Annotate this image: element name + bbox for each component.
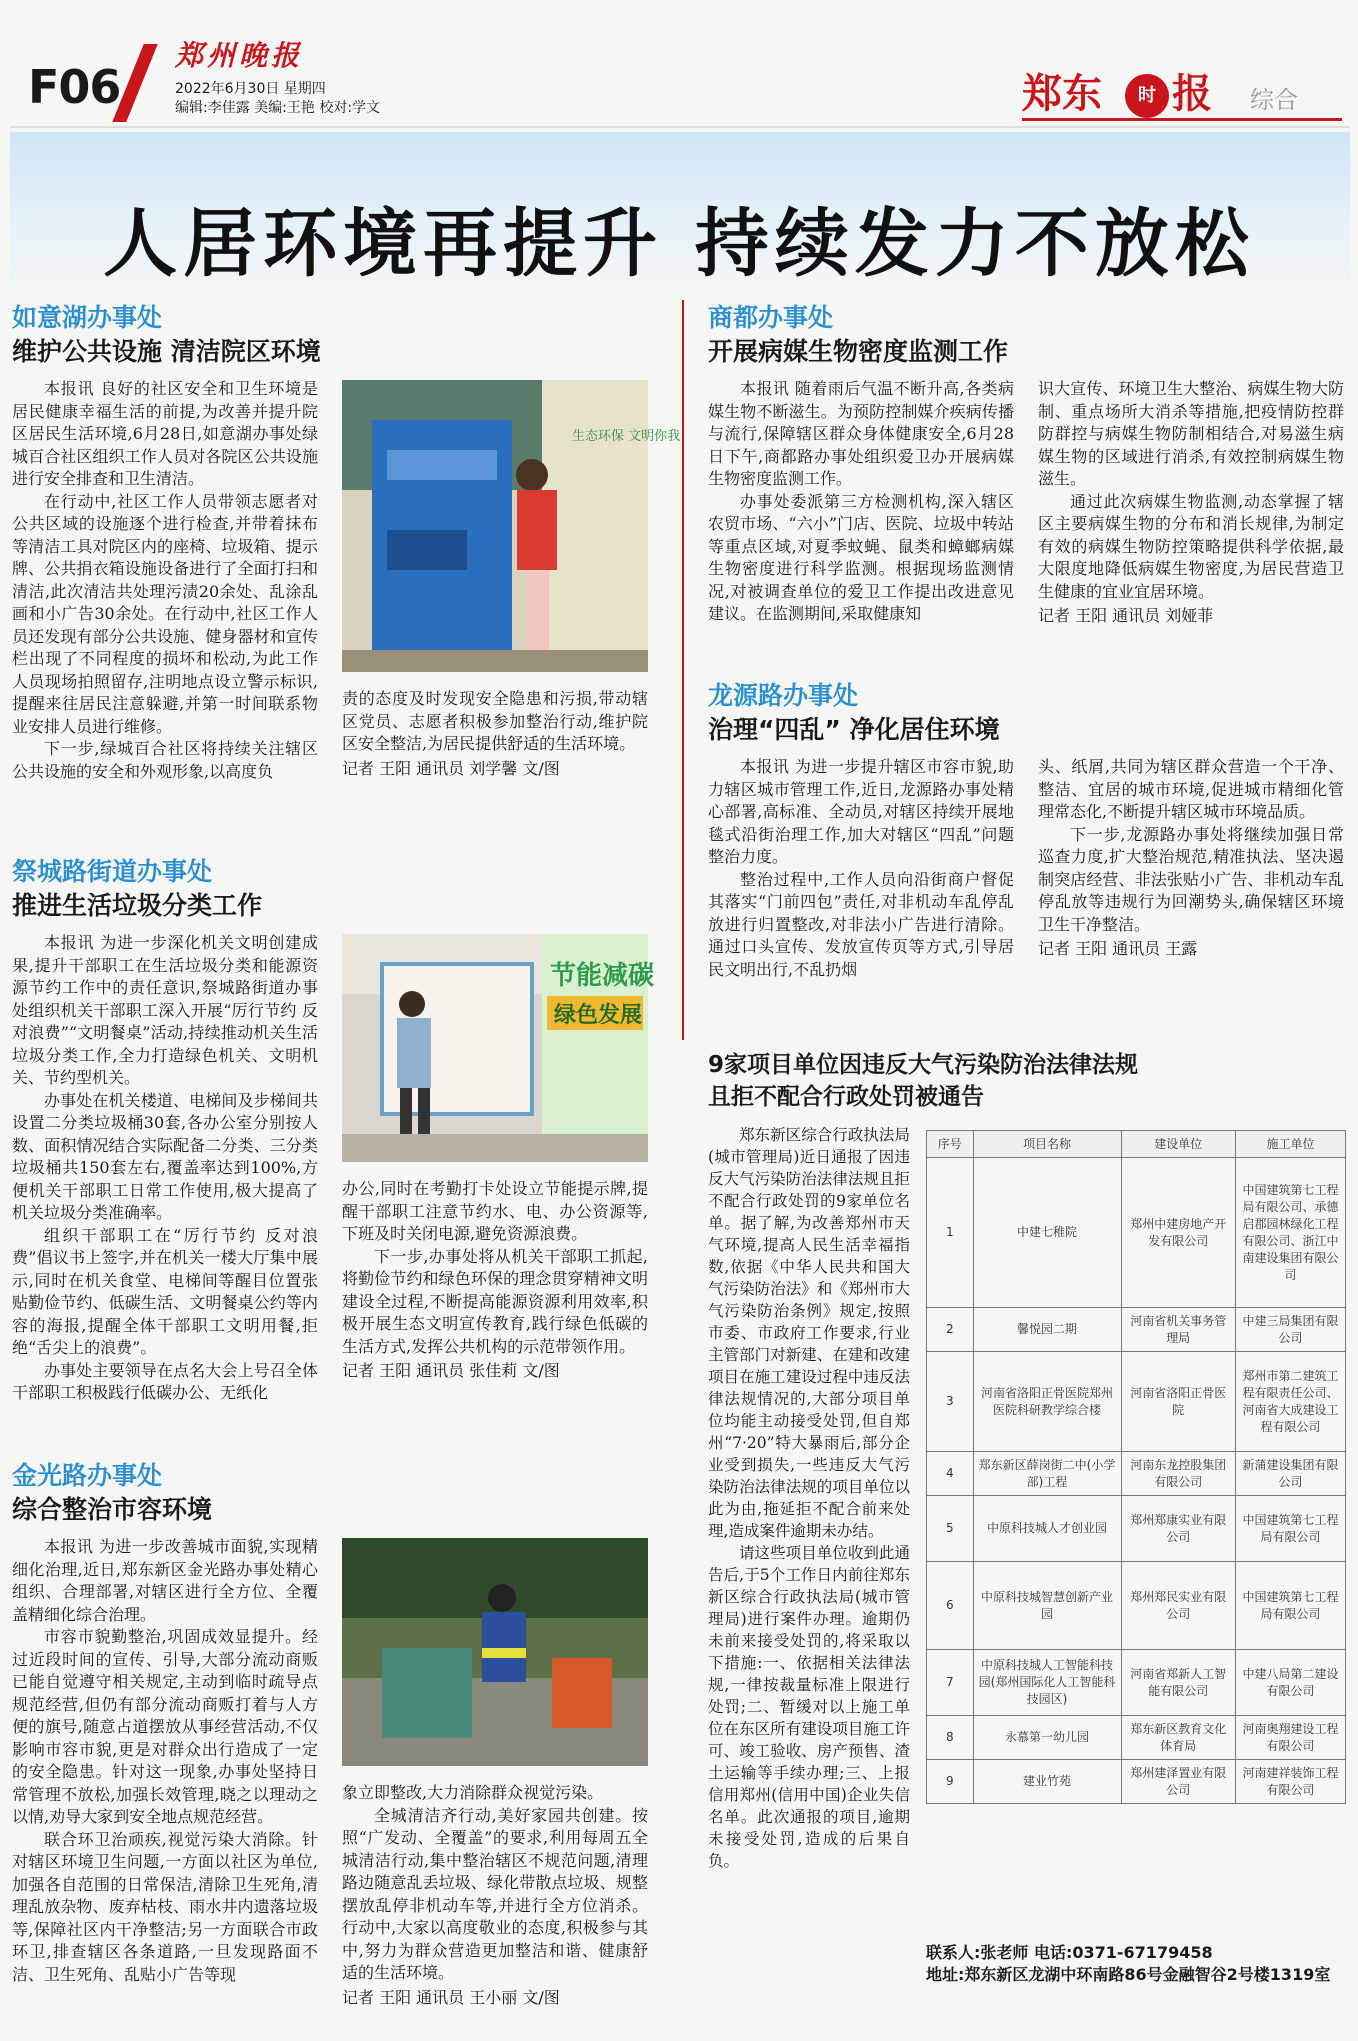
body-jinguanglu xyxy=(12,1536,318,1986)
paragraph: 联合环卫治顽疾,视觉污染大消除。针对辖区环境卫生问题,一方面以社区为单位,加强各自范围的日常保洁,清除卫生死角,清理乱放杂物、废弃枯枝、雨水井内遗落垃圾等,保障社区内干净整洁;另一方面联合市政环卫,排查辖区各条道路,一旦发现路面不洁、卫生死角、乱贴小广告等现 xyxy=(12,1829,318,1984)
paragraph: 市容市貌勤整治,巩固成效显提升。经过近段时间的宣传、引导,大部分流动商贩已能自觉遵守相关规定,主动到临时疏导点规范经营,但仍有部分流动商贩打着与人方便的旗号,随意占道摆放从事经营活动,不仅影响市容市貌,更是对群众出行造成了一定的安全隐患。针对这一现象,办事处坚持日常管理不放松,加强长效管理,晓之以理动之以情,劝导大家到安全地点规范经营。 xyxy=(12,1627,318,1826)
paragraph: 请这些项目单位收到此通告后,于5个工作日内前往郑东新区综合行政执法局(城市管理局)进行案件办理。逾期仍未前来接受处罚的,将采取以下措施:一、依据相关法律法规,一律按裁量标准上限进行处罚;二、暂缓对以上施工单位在东区所有建设项目施工许可、竣工验收、房产预售、渣土运输等手续办理;三、上报信用郑州(信用中国)企业失信名单。此次通报的项目,逾期未接受处罚,造成的后果自负。 xyxy=(708,1544,910,1870)
photo-jinguanglu xyxy=(342,1538,648,1766)
title-jichenglu: 推进生活垃圾分类工作 xyxy=(12,891,263,920)
table-header: 项目名称 xyxy=(973,1131,1121,1158)
paragraph: 下一步,绿城百合社区将持续关注辖区公共设施的安全和外观形象,以高度负 xyxy=(12,739,318,781)
notice-body xyxy=(708,1124,910,1872)
table-row xyxy=(927,1496,1346,1562)
body-longyuan-cont xyxy=(1038,756,1344,961)
table-cell: 郑州郑康实业有限公司 xyxy=(1121,1496,1236,1562)
table-cell: 河南省洛阳正骨医院郑州医院科研教学综合楼 xyxy=(973,1352,1121,1452)
table-cell: 中建七稚院 xyxy=(973,1158,1121,1308)
body-ruyihu xyxy=(12,378,318,783)
byline-jichenglu: 记者 王阳 通讯员 张佳莉 文/图 xyxy=(342,1361,560,1380)
paragraph: 下一步,龙源路办事处将继续加强日常巡查力度,扩大整治规范,精准执法、坚决遏制突店经营、非法张贴小广告、非机动车乱停乱放等违规行为回潮势头,确保辖区环境卫生干净整洁。 xyxy=(1038,824,1344,934)
paragraph: 办事处委派第三方检测机构,深入辖区农贸市场、“六小”门店、医院、垃圾中转站等重点区域,对夏季蚊蝇、鼠类和蟑螂病媒生物密度进行科学监测。根据现场监测情况,对被调查单位的爱卫工作提出改进意见建议。在监测期间,采取健康知 xyxy=(708,491,1014,623)
office-jinguanglu: 金光路办事处 xyxy=(12,1461,163,1490)
body-longyuan xyxy=(708,756,1014,981)
brand-dot: 时 xyxy=(1125,74,1169,118)
byline-ruyihu: 记者 王阳 通讯员 刘学馨 文/图 xyxy=(342,758,560,778)
office-shangdu: 商都办事处 xyxy=(708,303,834,332)
paragraph: 本报讯 为进一步深化机关文明创建成果,提升干部职工在生活垃圾分类和能源资源节约工作中的责任意识,祭城路街道办事处组织机关干部职工深入开展“厉行节约 反对浪费”“文明餐桌”活动,持续推动机关生活垃圾分类工作,全力打造绿色机关、文明机关、节约型机关。 xyxy=(12,933,318,1087)
paragraph: 通过此次病媒生物监测,动态掌握了辖区主要病媒生物的分布和消长规律,为制定有效的病媒生物防控策略提供科学依据,最大限度地降低病媒生物密度,为居民营造卫生健康的宜业宜居环境。 xyxy=(1038,491,1344,601)
table-row xyxy=(927,1452,1346,1496)
body-shangdu-cont xyxy=(1038,378,1344,628)
table-cell: 9 xyxy=(927,1760,974,1804)
table-row xyxy=(927,1650,1346,1716)
table-cell: 中国建筑第七工程局有限公司 xyxy=(1236,1496,1346,1562)
notice-title-2: 且拒不配合行政处罚被通告 xyxy=(708,1084,984,1110)
photo-sign-text: 绿色发展 xyxy=(554,1003,643,1028)
contact-person: 联系人:张老师 电话:0371-67179458 xyxy=(926,1943,1213,1962)
paragraph: 头、纸屑,共同为辖区群众营造一个干净、整洁、宜居的城市环境,促进城市精细化管理常态化,不断提升辖区城市环境品质。 xyxy=(1038,757,1344,821)
header-rule xyxy=(1022,118,1342,121)
main-headline: 人居环境再提升 持续发力不放松 xyxy=(103,201,1255,287)
notice-table-wrapper xyxy=(926,1130,1346,1804)
section-label: 综合 xyxy=(1250,86,1298,114)
table-header: 施工单位 xyxy=(1236,1131,1346,1158)
notice-title-1: 9家项目单位因违反大气污染防治法律法规 xyxy=(708,1052,1139,1078)
paragraph: 组织干部职工在“厉行节约 反对浪费”倡议书上签字,并在机关一楼大厅集中展示,同时在机关食堂、电梯间等醒目位置张贴勤俭节约、低碳生活、文明餐桌公约等内容的海报,提醒全体干部职工文明用餐,拒绝“舌尖上的浪费”。 xyxy=(12,1225,318,1357)
notice-table xyxy=(926,1130,1346,1804)
paragraph: 整治过程中,工作人员向沿街商户督促其落实“门前四包”责任,对非机动车乱停乱放进行归置整改,对非法小广告进行清除。通过口头宣传、发放宣传页等方式,引导居民文明出行,不乱扔烟 xyxy=(708,869,1014,979)
byline-jinguanglu: 记者 王阳 通讯员 王小丽 文/图 xyxy=(342,1987,560,2007)
table-cell: 河南奥翔建设工程有限公司 xyxy=(1236,1716,1346,1760)
title-ruyihu: 维护公共设施 清洁院区环境 xyxy=(12,337,321,366)
office-jichenglu: 祭城路街道办事处 xyxy=(12,857,213,886)
paper-name-logo: 郑州晚报 xyxy=(175,39,304,72)
title-shangdu: 开展病媒生物密度监测工作 xyxy=(708,337,1009,366)
paragraph: 责的态度及时发现安全隐患和污损,带动辖区党员、志愿者积极参加整治行动,维护院区安全整洁,为居民提供舒适的生活环境。 xyxy=(342,689,648,753)
paragraph: 郑东新区综合行政执法局(城市管理局)近日通报了因违反大气污染防治法律法规且拒不配合行政处罚的9家单位名单。据了解,为改善郑州市天气环境,提高人民生活幸福指数,依据《中华人民共和国大气污染防治法》和《郑州市大气污染防治条例》规定,按照市委、市政府工作要求,行业主管部门对新建、在建和改建项目在施工建设过程中违反法律法规情况的,大部分项目单位均能主动接受处罚,但自郑州“7·20”特大暴雨后,部分企业受到损失,一些违反大气污染防治法律法规的项目单位以此为由,拖延拒不配合前来处理,造成案件逾期未办结。 xyxy=(708,1126,910,1540)
byline-longyuan: 记者 王阳 通讯员 王露 xyxy=(1038,939,1198,958)
paragraph: 本报讯 良好的社区安全和卫生环境是居民健康幸福生活的前提,为改善并提升院区居民生活环境,6月28日,如意湖办事处绿城百合社区组织工作人员对各院区公共设施进行安全排查和卫生清洁。 xyxy=(12,379,318,488)
table-cell: 8 xyxy=(927,1716,974,1760)
photo-jichenglu xyxy=(342,934,655,1162)
table-cell: 河南省洛阳正骨医院 xyxy=(1121,1352,1236,1452)
paragraph: 识大宣传、环境卫生大整治、病媒生物大防制、重点场所大消杀等措施,把疫情防控群防群控与病媒生物防制相结合,对易滋生病媒生物的区域进行消杀,有效控制病媒生物滋生。 xyxy=(1038,379,1344,488)
table-cell: 郑州郑民实业有限公司 xyxy=(1121,1562,1236,1650)
table-cell: 河南东龙控股集团有限公司 xyxy=(1121,1452,1236,1496)
table-cell: 1 xyxy=(927,1158,974,1308)
table-cell: 2 xyxy=(927,1308,974,1352)
table-cell: 6 xyxy=(927,1562,974,1650)
table-cell: 馨悦园二期 xyxy=(973,1308,1121,1352)
table-cell: 郑东新区教育文化体育局 xyxy=(1121,1716,1236,1760)
table-cell: 中建八局第二建设有限公司 xyxy=(1236,1650,1346,1716)
table-cell: 郑州市第二建筑工程有限责任公司、河南省大成建设工程有限公司 xyxy=(1236,1352,1346,1452)
date-line: 2022年6月30日 星期四 xyxy=(175,81,326,97)
body-ruyihu-cont xyxy=(342,688,648,780)
table-cell: 7 xyxy=(927,1650,974,1716)
contact-block xyxy=(926,1942,1346,1986)
table-row xyxy=(927,1158,1346,1308)
table-cell: 中原科技城智慧创新产业园 xyxy=(973,1562,1121,1650)
body-jichenglu-cont xyxy=(342,1178,648,1383)
table-header: 序号 xyxy=(927,1131,974,1158)
table-cell: 中原科技城人工智能科技园(郑州国际化人工智能科技园区) xyxy=(973,1650,1121,1716)
paragraph: 本报讯 为进一步提升辖区市容市貌,助力辖区城市管理工作,近日,龙源路办事处精心部署,高标准、全动员,对辖区持续开展地毯式沿街治理工作,加大对辖区“四乱”问题整治力度。 xyxy=(708,757,1014,866)
table-cell: 中建三局集团有限公司 xyxy=(1236,1308,1346,1352)
photo-ruyihu xyxy=(342,380,681,672)
table-cell: 建业竹苑 xyxy=(973,1760,1121,1804)
body-jinguanglu-cont xyxy=(342,1782,648,2009)
table-cell: 郑州中建房地产开发有限公司 xyxy=(1121,1158,1236,1308)
brand-right: 报 xyxy=(1172,71,1212,117)
paragraph: 象立即整改,大力消除群众视觉污染。 xyxy=(342,1783,604,1802)
photo-sign-text: 生态环保 文明你我 xyxy=(572,429,681,444)
byline-shangdu: 记者 王阳 通讯员 刘娅菲 xyxy=(1038,606,1214,625)
column-divider xyxy=(682,300,684,1040)
table-cell: 河南省郑新人工智能有限公司 xyxy=(1121,1650,1236,1716)
title-jinguanglu: 综合整治市容环境 xyxy=(12,1495,213,1524)
paragraph: 办公,同时在考勤打卡处设立节能提示牌,提醒干部职工注意节约水、电、办公资源等,下班及时关闭电源,避免资源浪费。 xyxy=(342,1179,648,1243)
table-cell: 4 xyxy=(927,1452,974,1496)
table-cell: 3 xyxy=(927,1352,974,1452)
contact-address: 地址:郑东新区龙湖中环南路86号金融智谷2号楼1319室 xyxy=(926,1965,1331,1984)
body-jichenglu xyxy=(12,932,318,1405)
table-cell: 新蒲建设集团有限公司 xyxy=(1236,1452,1346,1496)
page-number: F06 xyxy=(28,60,121,114)
body-shangdu xyxy=(708,378,1014,626)
photo-sign-text: 节能减碳 xyxy=(550,961,655,991)
table-row xyxy=(927,1760,1346,1804)
paragraph: 办事处主要领导在点名大会上号召全体干部职工积极践行低碳办公、无纸化 xyxy=(12,1360,318,1402)
table-header: 建设单位 xyxy=(1121,1131,1236,1158)
paragraph: 本报讯 为进一步改善城市面貌,实现精细化治理,近日,郑东新区金光路办事处精心组织、合理部署,对辖区进行全方位、全覆盖精细化综合治理。 xyxy=(12,1537,318,1624)
table-cell: 中国建筑第七工程局有限公司 xyxy=(1236,1562,1346,1650)
table-cell: 郑州建泽置业有限公司 xyxy=(1121,1760,1236,1804)
table-row xyxy=(927,1352,1346,1452)
table-header-row xyxy=(927,1131,1346,1158)
office-ruyihu: 如意湖办事处 xyxy=(12,303,163,332)
editors-line: 编辑:李佳露 美编:王艳 校对:学文 xyxy=(175,100,381,116)
paragraph: 全城清洁齐行动,美好家园共创建。按照“广发动、全覆盖”的要求,利用每周五全城清洁行动,集中整治辖区不规范问题,清理路边随意乱丢垃圾、绿化带散点垃圾、规整摆放乱停非机动车等,并进行全方位消杀。行动中,大家以高度敬业的态度,积极参与其中,努力为群众营造更加整洁和谐、健康舒适的生活环境。 xyxy=(342,1805,648,1982)
paragraph: 在行动中,社区工作人员带领志愿者对公共区域的设施逐个进行检查,并带着抹布等清洁工具对院区内的座椅、垃圾箱、提示牌、公共捐衣箱设施设备进行了全面打扫和清洁,此次清洁共处理污渍20余处、乱涂乱画和小广告30余处。在行动中,社区工作人员还发现有部分公共设施、健身器材和宣传栏出现了不同程度的损坏和松动,为此工作人员现场拍照留存,注明地点设立警示标识,提醒来往居民注意躲避,并第一时间联系物业安排人员进行维修。 xyxy=(12,491,318,736)
office-longyuan: 龙源路办事处 xyxy=(708,681,859,710)
paragraph: 下一步,办事处将从机关干部职工抓起,将勤俭节约和绿色环保的理念贯穿精神文明建设全过程,不断提高能源资源利用效率,积极开展生态文明宣传教育,践行绿色低碳的生活方式,发挥公共机构的示范带领作用。 xyxy=(342,1246,648,1356)
table-row xyxy=(927,1716,1346,1760)
table-cell: 永慕第一幼儿园 xyxy=(973,1716,1121,1760)
table-cell: 5 xyxy=(927,1496,974,1562)
paragraph: 办事处在机关楼道、电梯间及步梯间共设置二分类垃圾桶30套,各办公室分别按人数、面积情况结合实际配备二分类、三分类垃圾桶共150套左右,覆盖率达到100%,方便机关干部职工日常工作使用,极大提高了机关垃圾分类准确率。 xyxy=(12,1090,318,1222)
paragraph: 本报讯 随着雨后气温不断升高,各类病媒生物不断滋生。为预防控制媒介疾病传播与流行,保障辖区群众身体健康安全,6月28日下午,商都路办事处组织爱卫办开展病媒生物密度监测工作。 xyxy=(708,379,1014,488)
table-row xyxy=(927,1308,1346,1352)
table-cell: 中原科技城人才创业园 xyxy=(973,1496,1121,1562)
header-divider xyxy=(10,126,1350,128)
table-cell: 河南省机关事务管理局 xyxy=(1121,1308,1236,1352)
table-cell: 中国建筑第七工程局有限公司、承德启郡园林绿化工程有限公司、浙江中南建设集团有限公司 xyxy=(1236,1158,1346,1308)
table-cell: 郑东新区薛岗街二中(小学部)工程 xyxy=(973,1452,1121,1496)
table-row xyxy=(927,1562,1346,1650)
table-cell: 河南建祥装饰工程有限公司 xyxy=(1236,1760,1346,1804)
title-longyuan: 治理“四乱” 净化居住环境 xyxy=(708,715,1000,744)
brand-left: 郑东 xyxy=(1022,71,1102,117)
